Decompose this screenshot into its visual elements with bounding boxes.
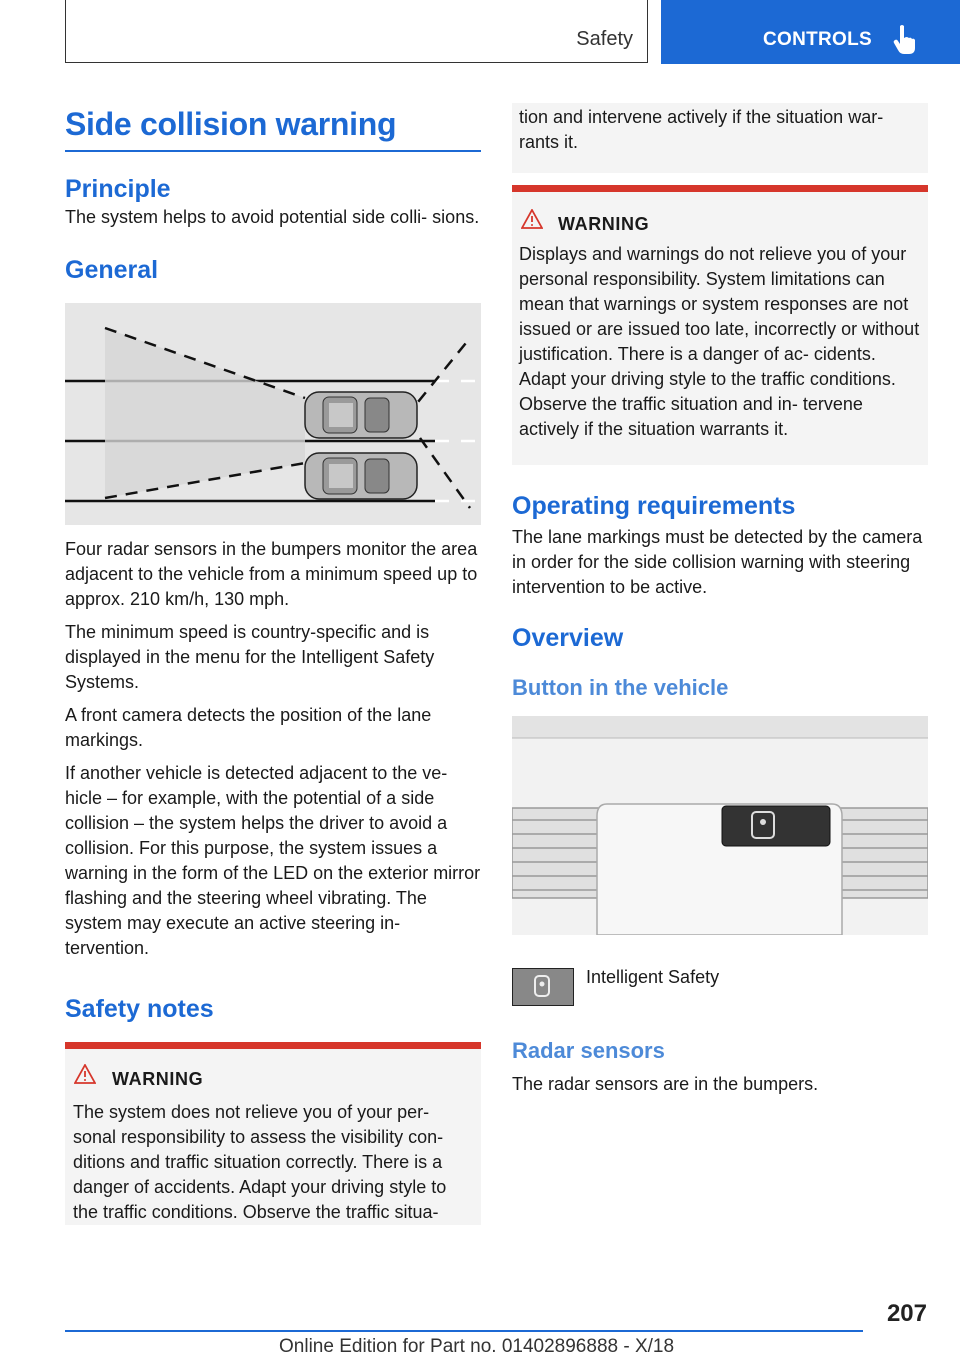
warning-continuation-box [512, 103, 928, 173]
general-paragraph: The minimum speed is country-specific and is displayed in the menu for the Intelligent Safety Systems. [65, 622, 435, 692]
button-location-image [512, 716, 928, 935]
overview-heading: Overview [512, 624, 624, 652]
operating-requirements-text: The lane markings must be detected by the camera in order for the side collision warning with steering intervention to be active. [512, 527, 923, 597]
general-heading: General [65, 256, 159, 284]
button-in-vehicle-heading: Button in the vehicle [512, 675, 729, 700]
header-chapter-tab [661, 0, 960, 64]
left-column [65, 100, 481, 1225]
right-column [512, 103, 928, 1094]
warning-box [65, 1042, 481, 1225]
intelligent-safety-label: Intelligent Safety [586, 967, 720, 987]
header-section-box [65, 0, 648, 63]
principle-text: The system helps to avoid potential side colli‐ sions. [65, 207, 480, 227]
general-paragraph: Four radar sensors in the bumpers monitor the area adjacent to the vehicle from a minimum speed up to approx. 210 km/h, 130 mph. [65, 539, 478, 609]
warning-bar [512, 185, 928, 192]
general-paragraph: If another vehicle is detected adjacent to the ve‐ hicle – for example, with the potential of a side collision – the system helps the driver to avoid a collision. For this purpose, the system issues a warning in the form of the LED on the exterior mirror flashing and the steering wheel vibrating. The system may execute an active steering in‐ tervention. [65, 763, 481, 958]
warning-text: Displays and warnings do not relieve you of your personal responsibility. System limitations can mean that warnings or system responses are not issued or are issued too late, incorrectly or without justification. There is a danger of ac‐ cidents. Adapt your driving style to the traffic conditions. Observe the traffic situation and in‐ tervene actively if the situation warrants it. [519, 244, 920, 439]
pointing-hand-icon [893, 24, 919, 54]
warning-title: WARNING [558, 214, 650, 234]
road-diagram-image [65, 303, 481, 525]
intelligent-safety-button-icon [512, 968, 574, 1006]
header-section-title: Safety [576, 28, 633, 50]
radar-sensors-heading: Radar sensors [512, 1038, 665, 1063]
warning-title: WARNING [112, 1069, 204, 1089]
edition-info: Online Edition for Part no. 01402896888 - X/18 [279, 1336, 675, 1357]
warning-text: The system does not relieve you of your per‐ sonal responsibility to assess the visibility con‐ ditions and traffic situation correctly. There is a danger of accidents. Adapt your driving style to the traffic conditions. Observe the traffic situa‐ [73, 1102, 447, 1222]
warning-triangle-icon [74, 1064, 96, 1084]
warning-triangle-icon [521, 209, 543, 229]
warning-box [512, 185, 928, 465]
footer-rule [65, 1330, 863, 1332]
operating-requirements-heading: Operating requirements [512, 492, 796, 520]
radar-sensors-text: The radar sensors are in the bumpers. [512, 1074, 819, 1094]
principle-heading: Principle [65, 175, 171, 203]
warning-continuation-text: tion and intervene actively if the situation war‐ rants it. [519, 107, 884, 152]
safety-notes-heading: Safety notes [65, 995, 214, 1023]
header-chapter-title: CONTROLS [763, 29, 873, 50]
page-title: Side collision warning [65, 106, 397, 142]
title-underline [65, 150, 481, 152]
page-number: 207 [886, 1300, 927, 1327]
general-paragraph: A front camera detects the position of the lane markings. [65, 705, 432, 750]
warning-bar [65, 1042, 481, 1049]
